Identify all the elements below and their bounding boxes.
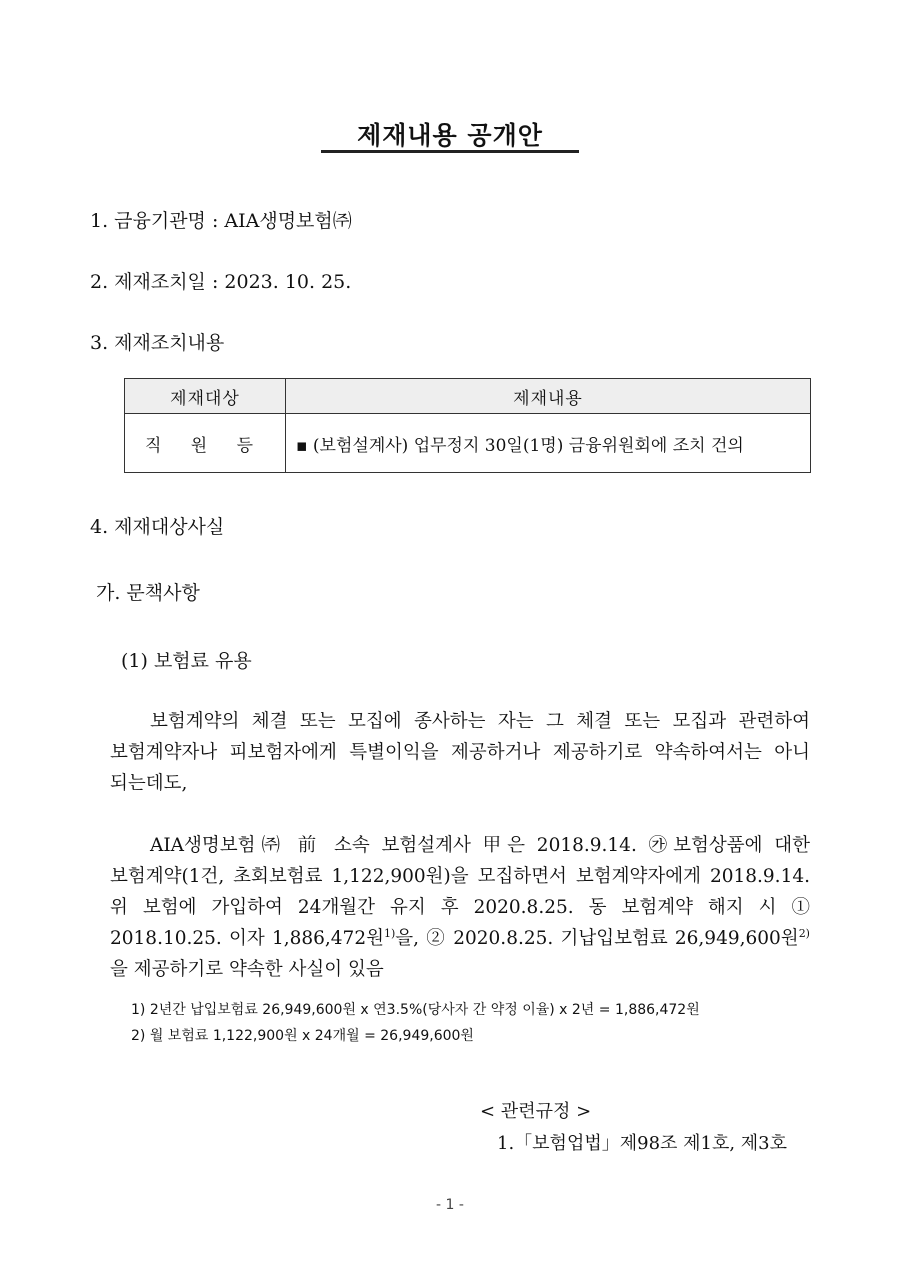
footnote-1: 1) 2년간 납입보험료 26,949,600원 x 연3.5%(당사자 간 약정 이율) x 2년 = 1,886,472원 <box>131 1002 700 1018</box>
title-underline <box>321 150 579 153</box>
table-row <box>125 414 811 473</box>
paragraph-facts-text-1: AIA생명보험㈜ 前 소속 보험설계사 甲은 2018.9.14. ㉮보험상품에 대한 보험계약(1건, 초회보험료 1,122,900원)을 모집하면서 보험계약자에게 2018.9.14. 위 보험에 가입하여 24개월간 유지 후 2020.8.25. 동 보험계약 해지 시 ① 2018.10.25. 이자 1,886,472원 <box>110 835 810 949</box>
section-label: 금융기관명 : AIA생명보험㈜ <box>114 210 352 232</box>
paragraph-facts-text-3: 을 제공하기로 약속한 사실이 있음 <box>110 959 384 980</box>
table-cell-target: 직 원 등 <box>125 414 286 473</box>
regulation-heading: < 관련규정 > <box>480 1101 592 1122</box>
page-number: - 1 - <box>436 1197 464 1213</box>
section-label: 제재조치내용 <box>114 332 225 354</box>
section-number: 4. <box>90 516 109 538</box>
footnote-2: 2) 월 보험료 1,122,900원 x 24개월 = 26,949,600원 <box>131 1028 474 1044</box>
table-header-content: 제재내용 <box>286 379 811 414</box>
section-label: 제재대상사실 <box>114 516 225 538</box>
section-number: 2. <box>90 271 109 293</box>
section-number: 3. <box>90 332 109 354</box>
item-premium-misuse: (1) 보험료 유용 <box>121 650 252 672</box>
section-sanction-content <box>90 328 224 355</box>
section-label: 제재조치일 : 2023. 10. 25. <box>114 271 352 293</box>
subsection-reprimand: 가. 문책사항 <box>96 582 200 604</box>
document-title: 제재내용 공개안 <box>357 121 543 150</box>
table-header-target: 제재대상 <box>125 379 286 414</box>
section-number: 1. <box>90 210 109 232</box>
paragraph-facts <box>110 830 810 985</box>
section-sanction-facts <box>90 512 224 539</box>
footnote-ref-2: 2) <box>798 926 810 940</box>
paragraph-rule: 보험계약의 체결 또는 모집에 종사하는 자는 그 체결 또는 모집과 관련하여 보험계약자나 피보험자에게 특별이익을 제공하거나 제공하기로 약속하여서는 아니 되는데도, <box>110 711 810 794</box>
footnote-ref-1: 1) <box>383 926 396 940</box>
sanction-table <box>124 378 811 473</box>
section-sanction-date <box>90 267 351 294</box>
paragraph-facts-text-2: 을, ② 2020.8.25. 기납입보험료 26,949,600원 <box>395 928 799 949</box>
table-header-row <box>125 379 811 414</box>
regulation-item: 1.「보험업법」제98조 제1호, 제3호 <box>497 1133 788 1154</box>
section-institution-name <box>90 206 352 233</box>
table-cell-content: ▪ (보험설계사) 업무정지 30일(1명) 금융위원회에 조치 건의 <box>286 414 811 473</box>
